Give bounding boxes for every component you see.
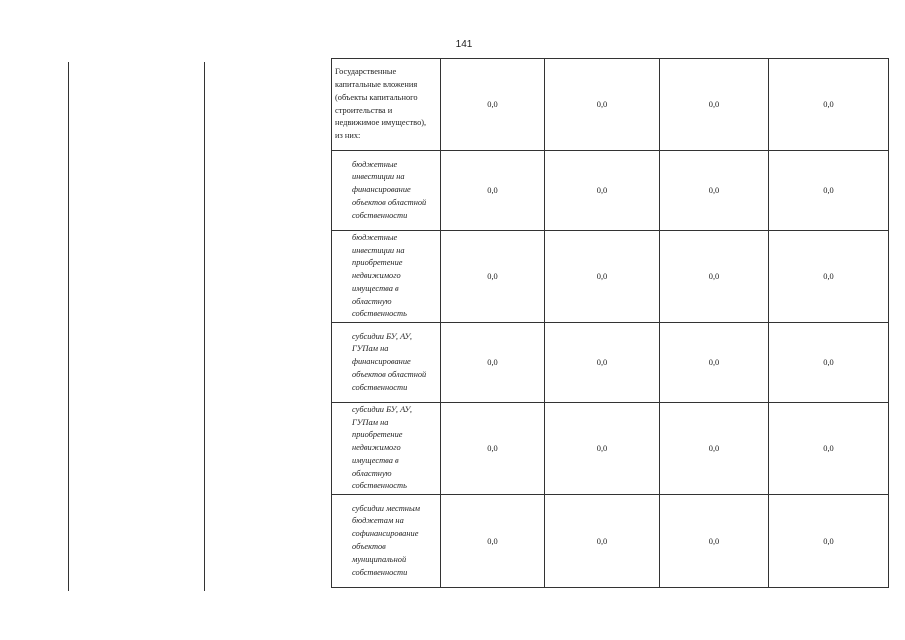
value-cell: 0,0 — [660, 495, 769, 588]
table-row — [332, 495, 889, 588]
value-cell: 0,0 — [441, 231, 545, 323]
value-cell: 0,0 — [660, 403, 769, 495]
table-row — [332, 231, 889, 323]
value-cell: 0,0 — [769, 495, 889, 588]
row-label: бюджетные инвестиции на финансирование объектов областной собственности — [332, 151, 441, 231]
page-number: 141 — [455, 39, 473, 50]
middle-border-line — [204, 62, 205, 591]
table-row — [332, 151, 889, 231]
value-cell: 0,0 — [769, 231, 889, 323]
value-cell: 0,0 — [769, 403, 889, 495]
value-cell: 0,0 — [769, 151, 889, 231]
row-label: субсидии БУ, АУ, ГУПам на приобретение недвижимого имущества в областную собственность — [332, 403, 441, 495]
table-row — [332, 323, 889, 403]
value-cell: 0,0 — [441, 495, 545, 588]
value-cell: 0,0 — [545, 231, 660, 323]
value-cell: 0,0 — [545, 151, 660, 231]
value-cell: 0,0 — [545, 403, 660, 495]
value-cell: 0,0 — [441, 323, 545, 403]
table-row — [332, 403, 889, 495]
value-cell: 0,0 — [441, 403, 545, 495]
value-cell: 0,0 — [769, 59, 889, 151]
row-label: субсидии БУ, АУ, ГУПам на финансирование объектов областной собственности — [332, 323, 441, 403]
capital-investments-table — [331, 58, 889, 588]
value-cell: 0,0 — [660, 231, 769, 323]
value-cell: 0,0 — [660, 59, 769, 151]
value-cell: 0,0 — [441, 59, 545, 151]
value-cell: 0,0 — [660, 323, 769, 403]
table-row — [332, 59, 889, 151]
value-cell: 0,0 — [441, 151, 545, 231]
row-label: Государственные капитальные вложения (объекты капитального строительства и недвижимое имущество), из них: — [332, 59, 441, 151]
value-cell: 0,0 — [660, 151, 769, 231]
row-label: субсидии местным бюджетам на софинансирование объектов муниципальной собственности — [332, 495, 441, 588]
value-cell: 0,0 — [545, 495, 660, 588]
row-label: бюджетные инвестиции на приобретение недвижимого имущества в областную собственность — [332, 231, 441, 323]
value-cell: 0,0 — [545, 59, 660, 151]
value-cell: 0,0 — [545, 323, 660, 403]
left-border-line — [68, 62, 69, 591]
value-cell: 0,0 — [769, 323, 889, 403]
